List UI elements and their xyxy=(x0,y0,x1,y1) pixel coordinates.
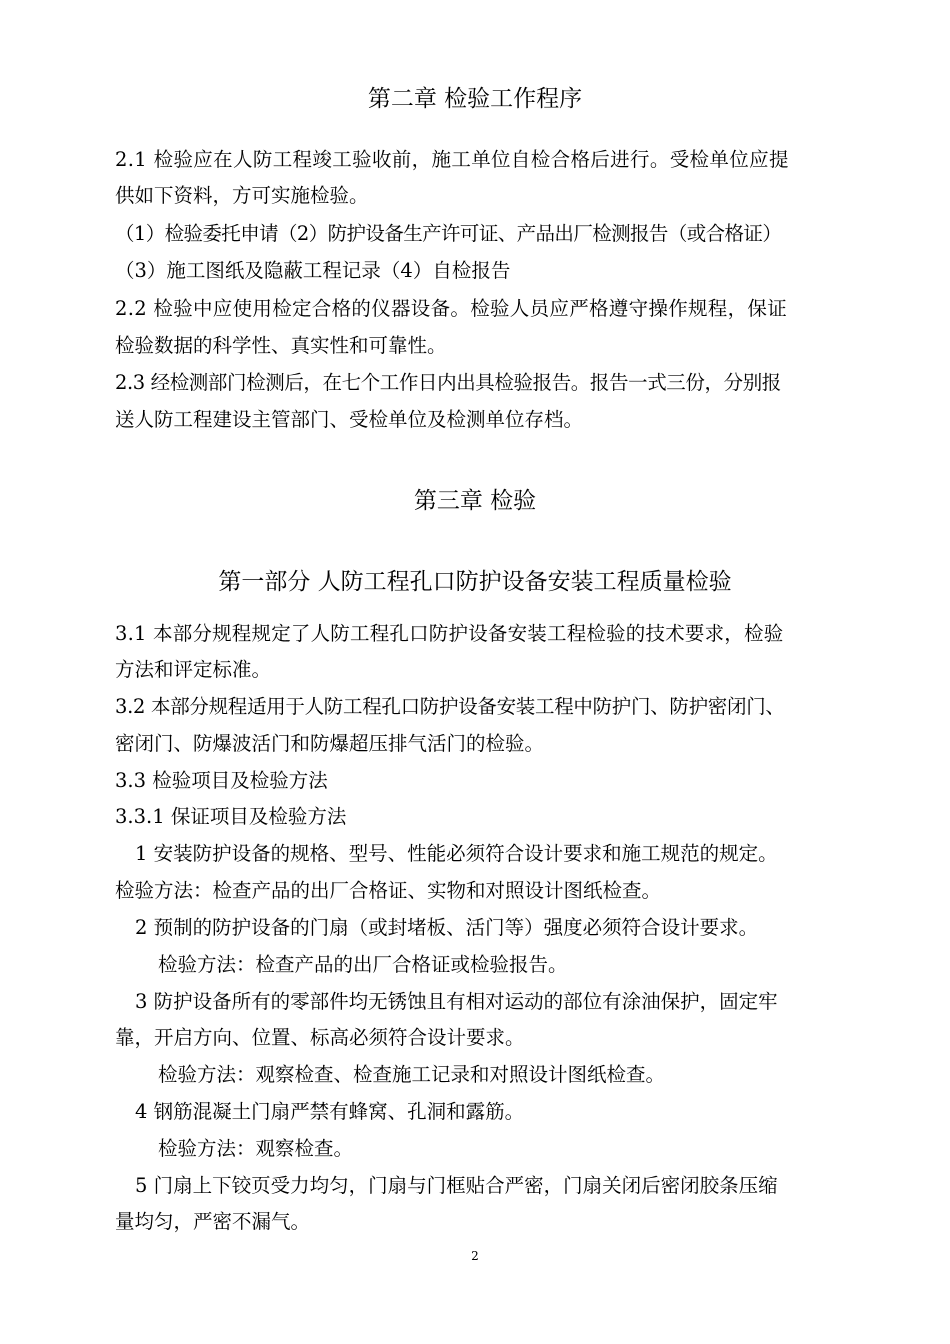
text-line: 3.3 检验项目及检验方法 xyxy=(115,769,328,792)
text-line: 检验方法：检查产品的出厂合格证、实物和对照设计图纸检查。 xyxy=(115,879,662,902)
text-line: 4 钢筋混凝土门扇严禁有蜂窝、孔洞和露筋。 xyxy=(135,1100,525,1123)
text-line: 2.3 经检测部门检测后，在七个工作日内出具检验报告。报告一式三份，分别报 xyxy=(115,371,781,394)
chapter2-title: 第二章 检验工作程序 xyxy=(367,86,583,112)
text-line: 检验数据的科学性、真实性和可靠性。 xyxy=(115,334,447,357)
text-line: 检验方法：检查产品的出厂合格证或检验报告。 xyxy=(158,953,568,976)
text-line: 2 预制的防护设备的门扇（或封堵板、活门等）强度必须符合设计要求。 xyxy=(135,916,759,939)
text-line: 3.2 本部分规程适用于人防工程孔口防护设备安装工程中防护门、防护密闭门、 xyxy=(115,695,785,718)
text-line: 密闭门、防爆波活门和防爆超压排气活门的检验。 xyxy=(115,732,545,755)
text-line: 检验方法：观察检查、检查施工记录和对照设计图纸检查。 xyxy=(158,1063,666,1086)
text-line: 3.3.1 保证项目及检验方法 xyxy=(115,805,347,828)
part1-title: 第一部分 人防工程孔口防护设备安装工程质量检验 xyxy=(218,569,732,595)
text-line: 5 门扇上下铰页受力均匀，门扇与门框贴合严密，门扇关闭后密闭胶条压缩 xyxy=(135,1174,778,1197)
text-line: 方法和评定标准。 xyxy=(115,658,272,681)
text-line: 量均匀，严密不漏气。 xyxy=(115,1210,311,1233)
chapter3-title: 第三章 检验 xyxy=(413,488,537,514)
text-line: （1）检验委托申请（2）防护设备生产许可证、产品出厂检测报告（或合格证） xyxy=(115,222,782,245)
text-line: 3 防护设备所有的零部件均无锈蚀且有相对运动的部位有涂油保护，固定牢 xyxy=(135,990,778,1013)
text-line: 靠，开启方向、位置、标高必须符合设计要求。 xyxy=(115,1026,525,1049)
text-line: 3.1 本部分规程规定了人防工程孔口防护设备安装工程检验的技术要求，检验 xyxy=(115,622,784,645)
text-line: 2.1 检验应在人防工程竣工验收前，施工单位自检合格后进行。受检单位应提 xyxy=(115,148,789,171)
page-number: 2 xyxy=(471,1249,479,1263)
text-line: （3）施工图纸及隐蔽工程记录（4）自检报告 xyxy=(115,259,511,282)
text-line: 2.2 检验中应使用检定合格的仪器设备。检验人员应严格遵守操作规程，保证 xyxy=(115,297,788,320)
text-line: 送人防工程建设主管部门、受检单位及检测单位存档。 xyxy=(115,408,584,431)
text-line: 供如下资料，方可实施检验。 xyxy=(115,184,369,207)
text-line: 检验方法：观察检查。 xyxy=(158,1137,354,1160)
text-line: 1 安装防护设备的规格、型号、性能必须符合设计要求和施工规范的规定。 xyxy=(135,842,778,865)
